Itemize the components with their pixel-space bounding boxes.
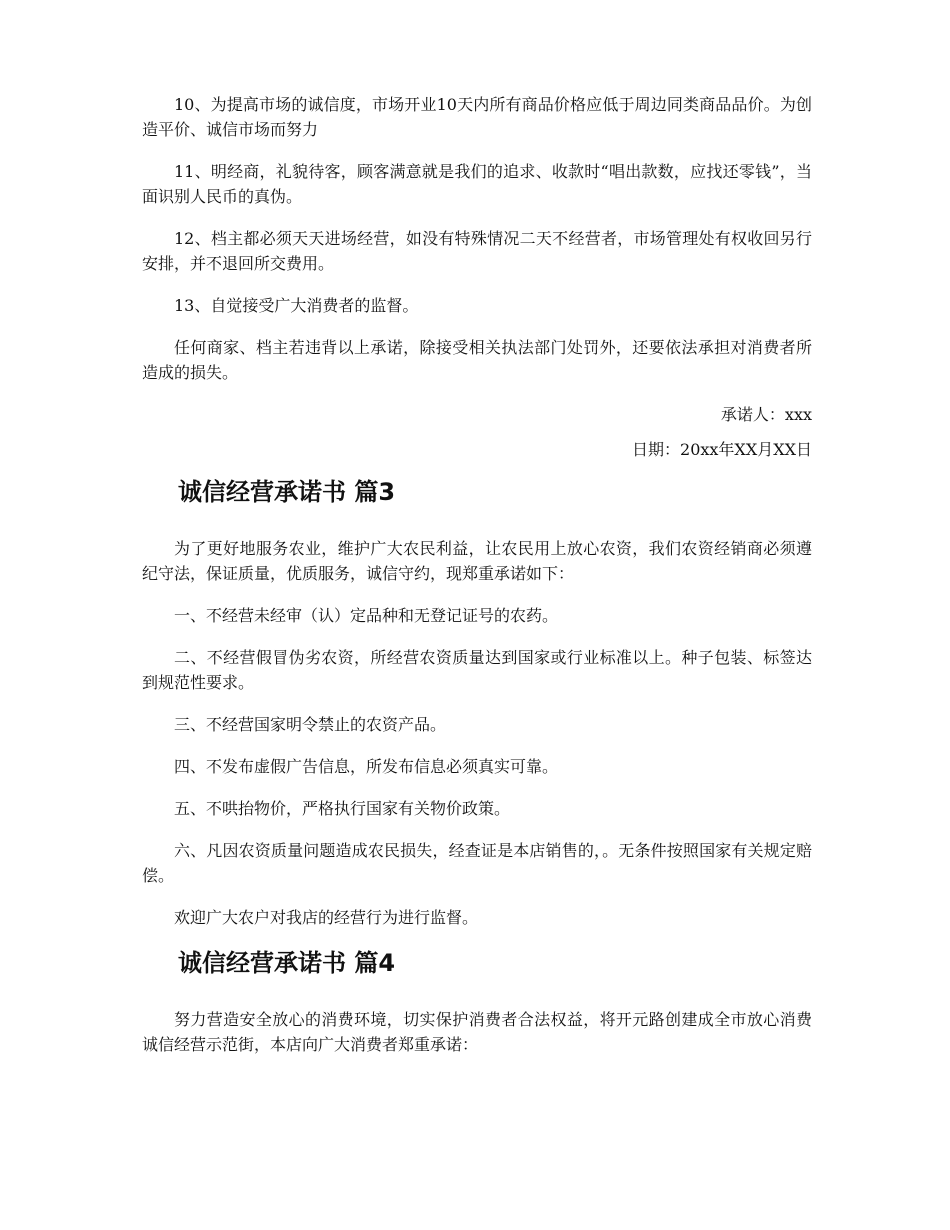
paragraph-item-11: 11、明经商，礼貌待客，顾客满意就是我们的追求、收款时“唱出款数，应找还零钱”，当面识别人民币的真伪。: [142, 162, 812, 206]
section-3-item-5: 五、不哄抬物价，严格执行国家有关物价政策。: [174, 799, 511, 818]
paragraph-item-12: 12、档主都必须天天进场经营，如没有特殊情况二天不经营者，市场管理处有权收回另行安排，并不退回所交费用。: [142, 229, 812, 273]
section-3-item-1: 一、不经营未经审（认）定品种和无登记证号的农药。: [174, 606, 559, 625]
date-line: 日期：20xx年XX月XX日: [632, 440, 812, 459]
document-page: [142, 92, 812, 1074]
paragraph-item-13: 13、自觉接受广大消费者的监督。: [174, 296, 419, 315]
section-3-title: 诚信经营承诺书 篇3: [178, 478, 396, 506]
paragraph-penalty-clause: 任何商家、档主若违背以上承诺，除接受相关执法部门处罚外，还要依法承担对消费者所造成的损失。: [142, 338, 812, 382]
section-3-item-4: 四、不发布虚假广告信息，所发布信息必须真实可靠。: [174, 757, 559, 776]
signer-line: 承诺人：xxx: [720, 405, 812, 424]
section-3-item-2: 二、不经营假冒伪劣农资，所经营农资质量达到国家或行业标准以上。种子包装、标签达到规范性要求。: [142, 648, 812, 692]
section-4-intro: 努力营造安全放心的消费环境，切实保护消费者合法权益，将开元路创建成全市放心消费诚信经营示范街，本店向广大消费者郑重承诺：: [142, 1010, 812, 1054]
section-3-item-6: 六、凡因农资质量问题造成农民损失，经查证是本店销售的，。无条件按照国家有关规定赔偿。: [142, 841, 812, 885]
paragraph-item-10: 10、为提高市场的诚信度，市场开业10天内所有商品价格应低于周边同类商品品价。为创造平价、诚信市场而努力: [142, 95, 812, 139]
section-3-closing: 欢迎广大农户对我店的经营行为进行监督。: [174, 908, 479, 927]
section-4-title: 诚信经营承诺书 篇4: [178, 949, 396, 977]
section-3-item-3: 三、不经营国家明令禁止的农资产品。: [174, 715, 447, 734]
section-3-intro: 为了更好地服务农业，维护广大农民利益，让农民用上放心农资，我们农资经销商必须遵纪守法，保证质量，优质服务，诚信守约，现郑重承诺如下：: [142, 539, 812, 583]
